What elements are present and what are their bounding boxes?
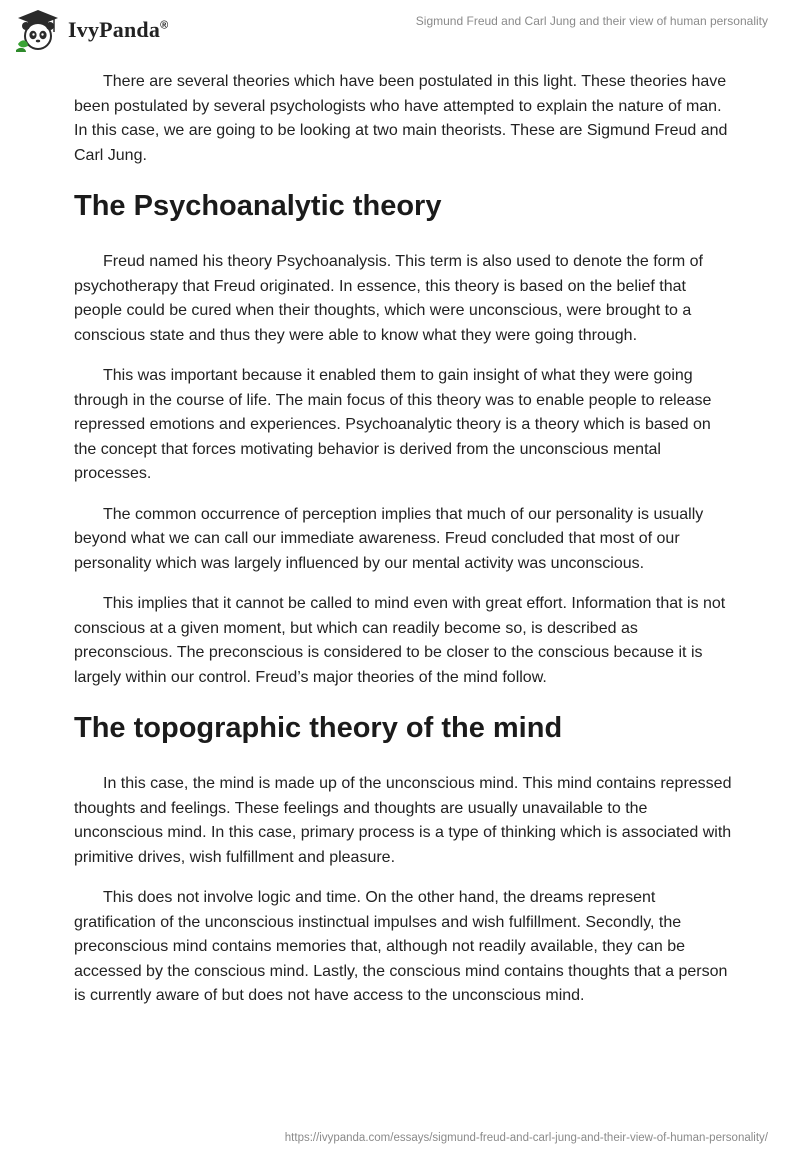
paragraph: Freud named his theory Psychoanalysis. This term is also used to denote the form of psychotherapy that Freud originated. In essence, this theory is based on the belief that people could be cured when their thoughts, which were unconscious, were brought to a conscious state and thus they were able to know what they were going through. <box>74 253 703 344</box>
ivypanda-logo[interactable] <box>14 8 168 52</box>
paragraph: This does not involve logic and time. On the other hand, the dreams represent gratification of the unconscious instinctual impulses and wish fulfillment. Secondly, the preconscious mind contains memories that, although not readily available, they can be accessed by the conscious mind. Lastly, the conscious mind contains thoughts that a person is currently aware of but does not have access to the unconscious mind. <box>74 889 728 1004</box>
paragraph: This was important because it enabled them to gain insight of what they were going through in the course of life. The main focus of this theory was to enable people to release repressed emotions and experiences. Psychoanalytic theory is a theory which is based on the concept that forces motivating behavior is derived from the unconscious mental processes. <box>74 367 712 482</box>
document-title: Sigmund Freud and Carl Jung and their view of human personality <box>415 14 768 28</box>
panda-graduate-icon <box>14 8 62 52</box>
brand-name: IvyPanda® <box>68 17 169 42</box>
section-heading-topographic: The topographic theory of the mind <box>74 712 563 744</box>
page-header <box>0 0 800 60</box>
essay-body <box>74 70 734 1025</box>
paragraph: There are several theories which have been postulated in this light. These theories have been postulated by several psychologists who have attempted to explain the nature of man. In this case, we are going to be looking at two main theorists. These are Sigmund Freud and Carl Jung. <box>74 73 728 164</box>
paragraph: In this case, the mind is made up of the unconscious mind. This mind contains repressed thoughts and feelings. These feelings and thoughts are usually unavailable to the unconscious mind. In this case, primary process is a type of thinking which is associated with primitive drives, wish fulfillment and pleasure. <box>74 775 732 866</box>
paragraph: The common occurrence of perception implies that much of our personality is usually beyond what we can call our immediate awareness. Freud concluded that most of our personality which was largely influenced by our mental activity was unconscious. <box>74 505 704 572</box>
section-heading-psychoanalytic: The Psychoanalytic theory <box>74 190 442 222</box>
paragraph: This implies that it cannot be called to mind even with great effort. Information that is not conscious at a given moment, but which can readily become so, is described as preconscious. The preconscious is considered to be closer to the conscious because it is largely within our control. Freud’s major theories of the mind follow. <box>74 595 726 686</box>
source-url-link[interactable]: https://ivypanda.com/essays/sigmund-freud-and-carl-jung-and-their-view-of-human-personality/ <box>284 1132 768 1144</box>
